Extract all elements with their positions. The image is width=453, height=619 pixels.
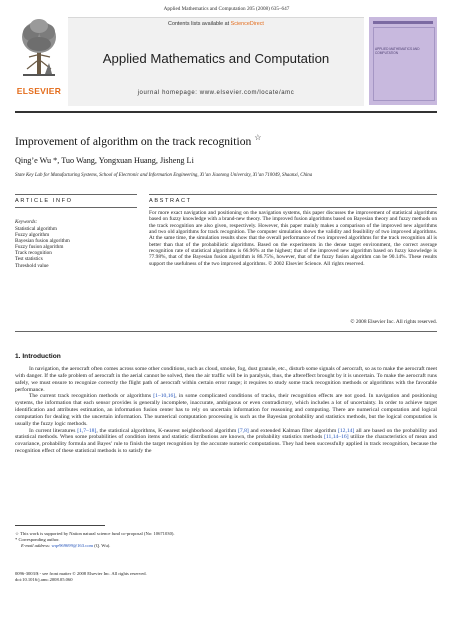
footnote-corresponding: * Corresponding author. <box>15 536 60 542</box>
article-title <box>15 133 261 148</box>
keywords-label: Keywords: <box>15 219 38 225</box>
journal-title: Applied Mathematics and Computation <box>102 51 330 66</box>
cover-stripe <box>373 21 433 24</box>
publisher-name: ELSEVIER <box>16 86 62 96</box>
keyword-item: Threshold value <box>15 262 49 269</box>
keyword-item: Fuzzy algorithm <box>15 232 50 239</box>
doi-link[interactable]: doi:10.1016/j.amc.2008.05.060 <box>15 576 73 582</box>
abstract-rule-mid <box>149 207 437 208</box>
keyword-item: Track recognition <box>15 250 52 257</box>
journal-homepage-link[interactable]: journal homepage: www.elsevier.com/locate/amc <box>137 90 295 96</box>
journal-cover-image[interactable] <box>369 17 437 105</box>
affiliation: State Key Lab for Manufacturing Systems, School of Electronic and Information Engineering, Xi’an Jiaotong University, Xi’an 710049, Shaanxi, China <box>15 173 313 178</box>
abstract-text: For more exact navigation and positioning on the navigation systems, this paper discusses the improvement of statistical algorithms based on fuzzy knowledge with a brand-new theory. The improved fusion algorithms based on Bayesian theory and fuzzy methods on the track recognition are also given, respectively. However, this paper mainly makes a comparison of the improved new algorithms and two old algorithms for track recognition. The computer simulation shows the validity and feasibility of two improved algorithms. At the same time, the simulation results show that the overall performance of two improved algorithms for the track recognition all is better than that of the probabilistic algorithms. Based on the experiments in the dense target environment, the correct average recognition rate of statistical algorithms is 66.96% at the highest; that of the improved new algorithm based on fuzzy knowledge is 77.98%, that of the Bayesian fusion algorithm is 86.75%, however, that of the fuzzy fusion algorithm can be 90.14%. These results support the usefulness of the two improved algorithms. © 2002 Elsevier Science. All rights reserved. <box>149 210 437 267</box>
text-run: utilize the characteristics of mean and covariance, probability formula and Bayes’ rule to finish the target recognition by the accurate numeric computations. They had been successfully applied in track recognition, because the recognition effect of these statistical methods is to satisfy the <box>15 434 438 455</box>
paragraph <box>15 428 437 455</box>
author-list: Qing’e Wu *, Tuo Wang, Yongxuan Huang, Jisheng Li <box>15 156 194 165</box>
footnote-email <box>15 543 437 549</box>
contents-prefix: Contents lists available at <box>168 21 231 27</box>
article-info-rule-top <box>15 194 137 195</box>
running-header: Applied Mathematics and Computation 205 (2008) 635–647 <box>163 6 290 12</box>
keyword-item: Bayesian fusion algorithm <box>15 238 70 245</box>
keyword-item: Test statistics <box>15 256 43 263</box>
email-link[interactable]: wqe969699@163.com <box>51 542 94 548</box>
abstract-heading: ABSTRACT <box>149 198 192 204</box>
keywords-list <box>15 226 135 269</box>
cover-frame <box>373 27 435 101</box>
article-info-heading: ARTICLE INFO <box>15 198 73 204</box>
publication-info <box>15 571 437 583</box>
journal-masthead <box>68 17 364 106</box>
cover-title: APPLIED MATHEMATICS AND COMPUTATION <box>375 47 420 55</box>
elsevier-tree-icon <box>19 17 59 79</box>
citation-link[interactable]: [11,14–16] <box>324 434 349 441</box>
footnote-funding: ☆ This work is supported by Nation natural science fund co-proposal (No: 10671030). <box>15 531 175 536</box>
article-info-rule-bottom <box>15 207 137 208</box>
contents-available-line <box>68 21 364 27</box>
text-run: The current track recognition methods or algorithms <box>29 393 154 400</box>
email-label: E-mail address: <box>21 542 52 548</box>
text-run: , in some complicated conditions of tracks, their recognition effects are not good. In navigation and positioning systems, the information that each sensor provides is generally incomplete, inaccurate, ambiguous or even contradictory, which includes a lot of uncertainty. In order to achieve target identification and attributes estimation, an information fusion center has to rely on uncertain information for reasoning and computing. There are numerical computation and logical computation for dealing with the uncertain information. The numerical computation processing is such as the Bayesian probability and statistics methods, but the logical computation is usually the fuzzy logic methods. <box>15 393 437 427</box>
footnotes <box>15 531 437 548</box>
keyword-item: Statistical algorithm <box>15 226 57 232</box>
text-run: all are based on the probability and statistical methods. When some probabilities of condition items and statistic distributions are known, the probability statistics methods <box>15 427 437 441</box>
text-run: and extended Kalman filter algorithm <box>248 427 339 434</box>
abstract-rule-bottom <box>15 331 437 332</box>
email-suffix: (Q. Wu). <box>93 542 111 548</box>
masthead-divider <box>15 111 437 113</box>
keyword-item: Fuzzy fusion algorithm <box>15 244 64 251</box>
issn-line: 0096-3003/$ - see front matter © 2008 Elsevier Inc. All rights reserved. <box>15 571 147 576</box>
citation-link[interactable]: [12,14] <box>338 427 355 434</box>
abstract-copyright: © 2008 Elsevier Inc. All rights reserved. <box>350 319 437 325</box>
paragraph <box>15 393 437 427</box>
section-heading-introduction: 1. Introduction <box>15 353 61 360</box>
citation-link[interactable]: [1,7–18] <box>77 427 97 434</box>
text-run: In current literatures <box>29 427 78 434</box>
article-title-text: Improvement of algorithm on the track recognition <box>15 134 252 148</box>
paragraph: In navigation, the aerocraft often comes across some other conditions, such as cloud, smoke, fog, dust granule, etc., disturb some signals of aerocraft, so as to make the aerocraft meet with danger. If the safe problem of aerocraft in the aerial cannot be solved, then the air traffic will be in paralysis, thus, the aftereffect brought by it is uncertain. To make the aerocraft runs safely, we must ensure to recognize correctly the flight path of aerocraft within certain error range; it requires to study some track recognition methods or algorithms with the favorable performance. <box>15 366 437 393</box>
text-run: , the statistical algorithms, K-nearest neighborhood algorithm <box>96 427 239 434</box>
introduction-body <box>15 366 437 455</box>
footnote-divider <box>15 525 105 526</box>
publisher-logo[interactable] <box>15 17 63 105</box>
citation-link[interactable]: [1–10,16] <box>153 393 176 400</box>
sciencedirect-link[interactable]: ScienceDirect <box>230 21 264 27</box>
abstract-rule-top <box>149 194 437 195</box>
title-footnote-mark[interactable]: ☆ <box>254 133 262 142</box>
citation-link[interactable]: [7,8] <box>238 427 249 434</box>
